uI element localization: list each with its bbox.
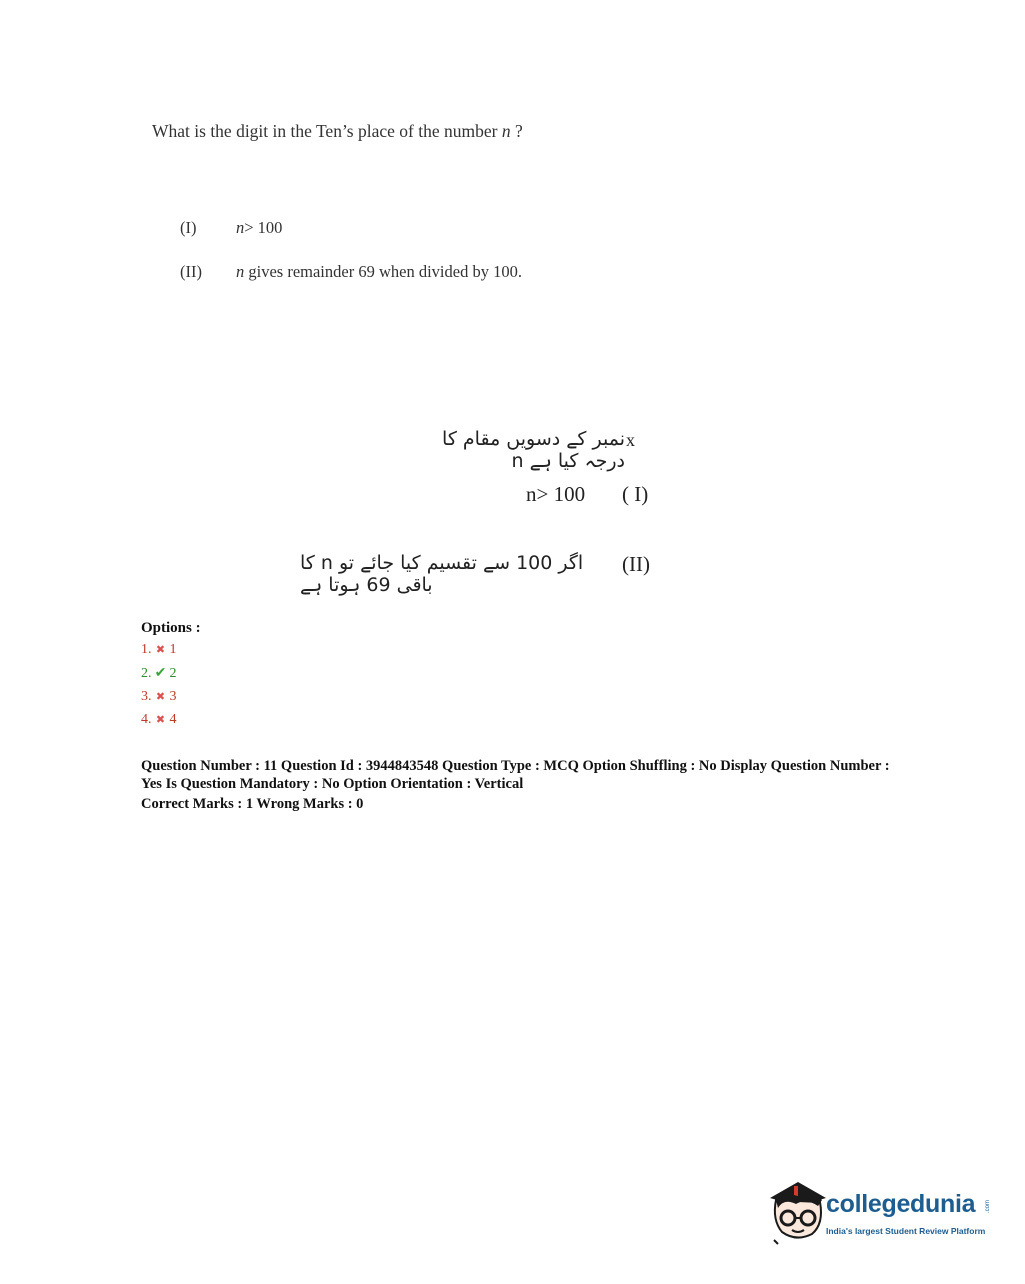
urdu-statement-1-label: ( I) [622, 482, 649, 506]
urdu-marker: x [626, 430, 635, 450]
check-icon: ✔ [154, 666, 167, 681]
urdu-statement-2-label: (II) [622, 552, 650, 576]
statement-2-text: n gives remainder 69 when divided by 100. [236, 262, 522, 281]
option-1: 1. ✖ 1 [141, 642, 177, 657]
statement-1-text: n> 100 [236, 218, 283, 237]
wrong-icon: ✖ [155, 691, 166, 703]
urdu-question: نمبر کے دسویں مقام کا درجہ کیا ہے n [442, 428, 625, 472]
option-3: 3. ✖ 3 [141, 689, 177, 704]
marks-info: Correct Marks : 1 Wrong Marks : 0 [141, 796, 364, 812]
statement-1-label: (I) [180, 218, 197, 237]
options-heading: Options : [141, 620, 201, 636]
option-4: 4. ✖ 4 [141, 712, 177, 727]
question-text: What is the digit in the Ten’s place of the number n ? [152, 121, 523, 141]
option-2: 2. ✔ 2 [141, 666, 177, 681]
wrong-icon: ✖ [155, 644, 166, 656]
urdu-statement-1: n> 100 [526, 482, 586, 506]
urdu-statement-2: اگر 100 سے تقسیم کیا جائے تو n کا باقی 69 ہوتا ہے [300, 552, 584, 596]
wrong-icon: ✖ [155, 714, 166, 726]
logo-suffix: .com [985, 1200, 991, 1214]
question-metadata: Question Number : 11 Question Id : 3944843548 Question Type : MCQ Option Shuffling : No Display Question Number : Yes Is Question Mandatory : No Option Orientation : Vertical [141, 758, 890, 792]
logo-wordmark: collegedunia [826, 1190, 976, 1218]
logo-tagline: India's largest Student Review Platform [826, 1226, 986, 1236]
statement-2-label: (II) [180, 262, 202, 281]
